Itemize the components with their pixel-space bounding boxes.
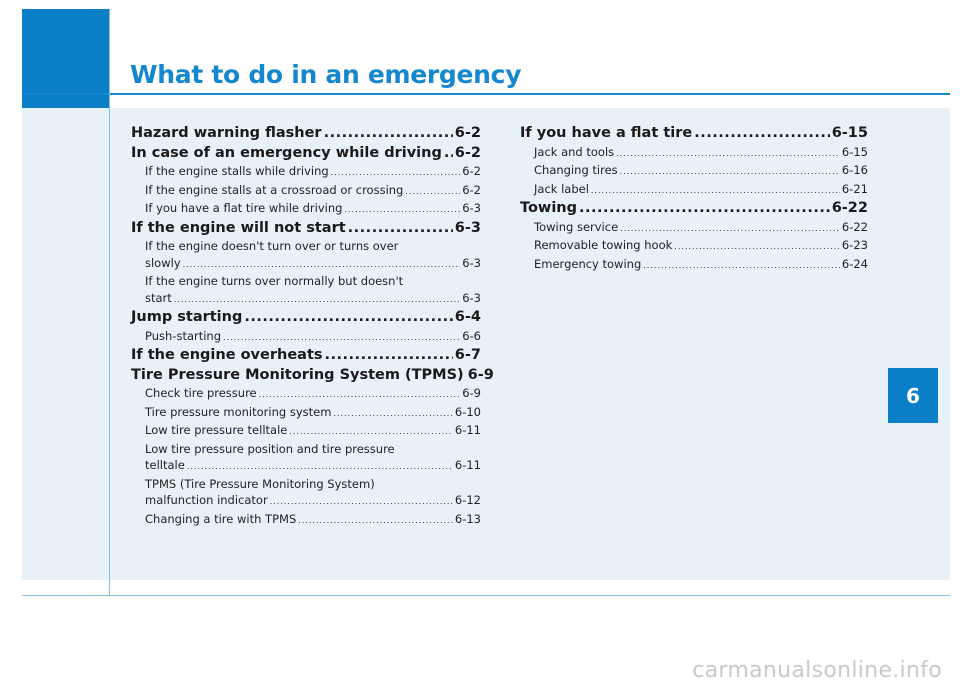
toc-entry-title: If the engine stalls while driving bbox=[145, 164, 329, 178]
toc-subentry[interactable] bbox=[520, 144, 868, 163]
dot-leader bbox=[223, 328, 460, 347]
dot-leader bbox=[298, 511, 453, 530]
dot-leader bbox=[620, 162, 840, 181]
toc-entry-title: Low tire pressure telltale bbox=[145, 423, 288, 437]
toc-entry-title: If the engine will not start bbox=[131, 219, 346, 236]
dot-leader bbox=[324, 124, 453, 144]
toc-entry-title: start bbox=[145, 290, 172, 305]
toc-subentry-line[interactable]: If the engine turns over normally but doesn't bbox=[145, 274, 404, 288]
toc-subentry-line[interactable]: If the engine doesn't turn over or turns over bbox=[145, 239, 399, 253]
toc-entry-towing[interactable] bbox=[520, 199, 868, 219]
toc-subentry-line[interactable]: Low tire pressure position and tire pressure bbox=[145, 441, 395, 456]
toc-entry-page: 6-22 bbox=[841, 219, 868, 234]
toc-entry-page: 6-22 bbox=[831, 200, 868, 216]
toc-entry-page: 6-2 bbox=[462, 164, 481, 178]
toc-entry-title: slowly bbox=[145, 255, 181, 270]
toc-entry-page: 6-23 bbox=[841, 238, 868, 252]
toc-entry-title: Towing service bbox=[534, 219, 619, 234]
toc-entry-title: Emergency towing bbox=[534, 256, 642, 271]
toc-entry-page: 6-15 bbox=[831, 125, 868, 141]
toc-subentry-line[interactable]: TPMS (Tire Pressure Monitoring System) bbox=[145, 476, 375, 491]
toc-subentry[interactable] bbox=[131, 385, 481, 404]
toc-entry-page: 6-2 bbox=[454, 125, 481, 141]
toc-entry-page: 6-11 bbox=[454, 458, 481, 472]
toc-entry-title: Tire Pressure Monitoring System (TPMS) bbox=[131, 366, 464, 383]
toc-entry-jump-starting[interactable] bbox=[131, 308, 481, 328]
dot-leader bbox=[331, 163, 460, 182]
toc-subentry[interactable] bbox=[131, 404, 481, 423]
dot-leader bbox=[183, 255, 461, 274]
toc-entry-page: 6-11 bbox=[454, 423, 481, 437]
dot-leader bbox=[333, 404, 452, 423]
toc-subentry[interactable] bbox=[520, 181, 868, 200]
dot-leader bbox=[244, 308, 452, 328]
toc-subentry[interactable] bbox=[131, 200, 481, 219]
toc-entry-tpms[interactable] bbox=[131, 366, 494, 386]
watermark: carmanualsonline.info bbox=[692, 658, 942, 683]
toc-entry-page: 6-21 bbox=[841, 181, 868, 196]
dot-leader bbox=[289, 422, 453, 441]
toc-entry-page: 6-9 bbox=[462, 386, 481, 400]
toc-entry-page: 6-2 bbox=[462, 182, 481, 197]
dot-leader bbox=[674, 237, 840, 256]
toc-entry-page: 6-7 bbox=[454, 347, 481, 363]
dot-leader bbox=[643, 256, 840, 275]
toc-entry-title: Hazard warning flasher bbox=[131, 125, 322, 141]
toc-subentry[interactable] bbox=[131, 182, 481, 201]
toc-entry-emergency-while-driving[interactable] bbox=[131, 144, 481, 164]
toc-entry-page: 6-10 bbox=[454, 404, 481, 419]
toc-subentry[interactable] bbox=[520, 256, 868, 275]
toc-subentry[interactable] bbox=[131, 163, 481, 182]
toc-entry-title: If the engine stalls at a crossroad or crossing bbox=[145, 182, 404, 197]
toc-entry-title: Push-starting bbox=[145, 328, 222, 343]
dot-leader bbox=[444, 144, 453, 164]
dot-leader bbox=[259, 385, 461, 404]
dot-leader bbox=[616, 144, 840, 163]
toc-entry-page: 6-3 bbox=[454, 219, 481, 236]
toc-entry-page: 6-2 bbox=[454, 144, 481, 161]
toc-right-column bbox=[520, 124, 868, 274]
toc-entry-page: 6-6 bbox=[462, 328, 481, 343]
toc-subentry[interactable] bbox=[520, 219, 868, 238]
title-underline bbox=[22, 93, 950, 95]
toc-entry-page: 6-15 bbox=[841, 144, 868, 159]
toc-subentry[interactable] bbox=[520, 237, 868, 256]
toc-entry-title: telltale bbox=[145, 458, 185, 472]
chapter-number: 6 bbox=[906, 383, 920, 408]
toc-entry-page: 6-3 bbox=[462, 255, 481, 270]
toc-entry-page: 6-4 bbox=[454, 309, 481, 325]
toc-entry-title: malfunction indicator bbox=[145, 493, 268, 507]
toc-entry-hazard-warning-flasher[interactable] bbox=[131, 124, 481, 144]
dot-leader bbox=[174, 290, 460, 309]
toc-entry-page: 6-3 bbox=[462, 290, 481, 305]
toc-entry-page: 6-16 bbox=[841, 163, 868, 177]
toc-entry-page: 6-24 bbox=[841, 256, 868, 271]
toc-entry-title: Jack label bbox=[534, 181, 589, 196]
toc-subentry[interactable] bbox=[131, 457, 481, 476]
dot-leader bbox=[591, 181, 840, 200]
dot-leader bbox=[579, 199, 830, 219]
toc-entry-page: 6-9 bbox=[467, 366, 494, 383]
dot-leader bbox=[344, 200, 460, 219]
toc-entry-title: If the engine overheats bbox=[131, 347, 323, 363]
margin-divider bbox=[109, 9, 110, 596]
toc-subentry[interactable] bbox=[131, 328, 481, 347]
toc-entry-engine-will-not-start[interactable] bbox=[131, 219, 481, 239]
dot-leader bbox=[348, 219, 453, 239]
toc-entry-title: Changing tires bbox=[534, 163, 618, 177]
toc-subentry[interactable] bbox=[131, 255, 481, 274]
dot-leader bbox=[620, 219, 840, 238]
dot-leader bbox=[325, 346, 453, 366]
toc-entry-title: Check tire pressure bbox=[145, 386, 257, 400]
toc-entry-title: Removable towing hook bbox=[534, 238, 673, 252]
toc-entry-page: 6-3 bbox=[462, 201, 481, 215]
dot-leader bbox=[187, 457, 453, 476]
toc-subentry[interactable] bbox=[131, 422, 481, 441]
toc-entry-title: If you have a flat tire while driving bbox=[145, 201, 343, 215]
toc-entry-page: 6-13 bbox=[454, 511, 481, 526]
dot-leader bbox=[405, 182, 460, 201]
toc-entry-title: If you have a flat tire bbox=[520, 125, 693, 141]
dot-leader bbox=[270, 492, 453, 511]
toc-left-column bbox=[131, 124, 494, 529]
toc-entry-title: Changing a tire with TPMS bbox=[145, 511, 297, 526]
toc-entry-title: In case of an emergency while driving bbox=[131, 144, 442, 161]
toc-entry-flat-tire[interactable] bbox=[520, 124, 868, 144]
toc-entry-title: Jump starting bbox=[131, 309, 243, 325]
toc-subentry[interactable] bbox=[520, 162, 868, 181]
page-title: What to do in an emergency bbox=[130, 60, 522, 89]
toc-subentry[interactable] bbox=[131, 290, 481, 309]
toc-subentry[interactable] bbox=[131, 511, 481, 530]
toc-entry-page: 6-12 bbox=[454, 493, 481, 507]
toc-entry-engine-overheats[interactable] bbox=[131, 346, 481, 366]
toc-entry-title: Towing bbox=[520, 200, 577, 216]
toc-entry-title: Tire pressure monitoring system bbox=[145, 404, 332, 419]
dot-leader bbox=[694, 124, 829, 144]
bottom-divider bbox=[22, 595, 950, 596]
toc-subentry[interactable] bbox=[131, 492, 481, 511]
chapter-tab[interactable] bbox=[888, 368, 938, 423]
toc-entry-title: Jack and tools bbox=[534, 144, 615, 159]
